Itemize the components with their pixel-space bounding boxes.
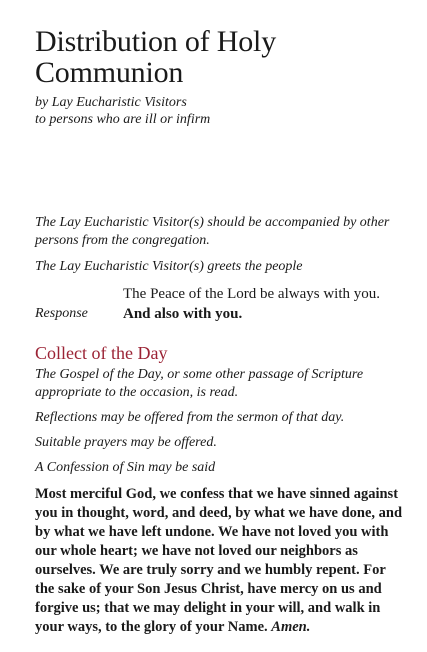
rubric-confession: A Confession of Sin may be said bbox=[35, 460, 216, 475]
dialogue-role-response: Response bbox=[35, 306, 88, 321]
subtitle-line-1: by Lay Eucharistic Visitors bbox=[35, 95, 187, 110]
confession-text: Most merciful God, we confess that we have sinned against you in thought, word, and deed, by what we have done, and by what we have left undone. We have not loved you with our whole heart; we have not loved our neighbors as ourselves. We are truly sorry and we humbly repent. For the sake of your Son Jesus Christ, have mercy on us and forgive us; that we may delight in your will, and walk in your ways, to the glory of your Name. bbox=[35, 486, 403, 635]
title-line-1: Distribution of Holy bbox=[35, 25, 276, 58]
rubric-reflections: Reflections may be offered from the sermon of that day. bbox=[35, 410, 345, 425]
heading-collect-of-the-day: Collect of the Day bbox=[35, 343, 168, 363]
dialogue-response-text: And also with you. bbox=[123, 306, 243, 322]
rubric-prayers: Suitable prayers may be offered. bbox=[35, 435, 217, 450]
rubric-greets: The Lay Eucharistic Visitor(s) greets the people bbox=[35, 259, 303, 274]
dialogue-row-response bbox=[35, 304, 407, 324]
title-line-2: Communion bbox=[35, 56, 184, 89]
subtitle-line-2: to persons who are ill or infirm bbox=[35, 112, 211, 127]
dialogue-peace-text: The Peace of the Lord be always with you. bbox=[123, 286, 380, 302]
confession-prayer bbox=[35, 485, 407, 637]
peace-dialogue bbox=[35, 284, 407, 324]
subtitle bbox=[35, 94, 407, 128]
amen: Amen. bbox=[271, 619, 311, 635]
dialogue-row-officiant bbox=[35, 284, 407, 304]
rubric-accompany: The Lay Eucharistic Visitor(s) should be accompanied by other persons from the congregation. bbox=[35, 215, 390, 248]
document-page bbox=[35, 26, 407, 652]
rubric-gospel: The Gospel of the Day, or some other passage of Scripture appropriate to the occasion, is read. bbox=[35, 367, 364, 400]
page-title bbox=[35, 26, 407, 88]
dialogue-role-blank bbox=[35, 284, 123, 304]
